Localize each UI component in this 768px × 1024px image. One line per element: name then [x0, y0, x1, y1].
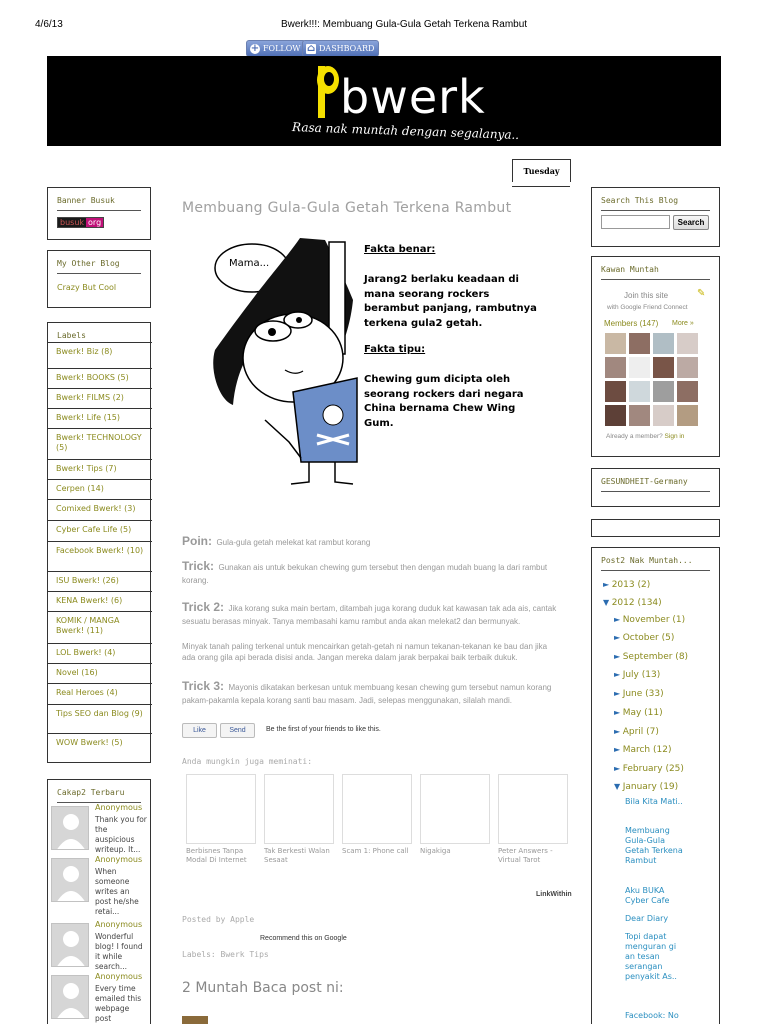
fact-line: mana seorang rockers	[364, 288, 490, 300]
archive-post-link[interactable]: Membuang Gula-Gula Getah Terkena Rambut	[625, 826, 683, 865]
archive-post-link[interactable]: Aku BUKA Cyber Cafe	[625, 886, 670, 905]
label-item[interactable]	[48, 683, 152, 702]
fact-line: seorang rockers dari negara	[364, 388, 524, 400]
archive-post-link[interactable]: Dear Diary	[625, 914, 669, 923]
avatar-placeholder-icon	[52, 859, 89, 902]
archive-month[interactable]	[614, 727, 659, 737]
related-caption: Peter Answers - Virtual Tarot	[498, 847, 553, 864]
member-avatar[interactable]	[677, 405, 698, 426]
triangle-right-icon: ►	[614, 615, 623, 624]
label-text: ISU Bwerk! (26)	[56, 576, 119, 585]
trick2-text2: Minyak tanah paling terkenal untuk mencairkan getah-getah ni namun tekanan-tekanan ke bau dan jika ada orang gila api berada disisi anda. Jangan mereka dalam jarak berpakai baik terbaik dukuk.	[182, 642, 548, 662]
archive-month[interactable]	[614, 764, 684, 774]
widget-title: Kawan Muntah	[601, 265, 710, 280]
poin-text: Gula-gula getah melekat kat rambut korang	[216, 538, 371, 547]
member-avatar[interactable]	[629, 381, 650, 402]
member-avatar[interactable]	[605, 333, 626, 354]
archive-year-label: 2012 (134)	[611, 598, 662, 608]
label-item[interactable]	[48, 611, 152, 640]
trick3-text: Mayonis dikatakan berkesan untuk membuang kesan chewing gum tersebut namun korang pakam-pakamla kepala korang santi bau masam. Jadi, selepas menggunakan, silalah mandi.	[182, 683, 552, 705]
posted-by: Posted by Apple	[182, 915, 255, 924]
empty-widget	[591, 519, 720, 537]
label-text: Bwerk! FILMS (2)	[56, 393, 124, 402]
join-site-text[interactable]: Join this site	[624, 291, 669, 300]
archive-month-label: February (25)	[622, 764, 684, 774]
label-text: LOL Bwerk! (4)	[56, 648, 116, 657]
triangle-down-icon: ▼	[614, 782, 623, 791]
trick3-heading: Trick 3:	[182, 679, 225, 693]
comment-snippet[interactable]: Thank you for the auspicious writeup. It...	[95, 815, 147, 854]
related-caption: Scam 1: Phone call	[342, 847, 409, 855]
avatar-placeholder-icon	[52, 924, 89, 967]
triangle-right-icon: ►	[614, 708, 623, 717]
trick1-paragraph	[182, 560, 562, 586]
more-members-link[interactable]: More »	[672, 320, 694, 327]
triangle-right-icon: ►	[603, 580, 612, 589]
tab-tuesday[interactable]: Tuesday	[512, 159, 571, 182]
related-post-card[interactable]	[264, 774, 336, 870]
widget-title: Banner Busuk	[57, 196, 141, 211]
related-post-card[interactable]	[186, 774, 258, 870]
member-avatar[interactable]	[605, 405, 626, 426]
gfc-text: with Google Friend Connect	[607, 304, 688, 311]
triangle-down-icon: ▼	[603, 598, 612, 607]
member-avatar[interactable]	[653, 357, 674, 378]
follow-label: FOLLOW	[263, 44, 301, 53]
archive-month[interactable]	[614, 689, 664, 699]
logo-text: bwerk	[340, 70, 486, 124]
archive-month[interactable]	[614, 670, 660, 680]
comment-author[interactable]: Anonymous	[95, 920, 143, 929]
archive-post-link[interactable]: Bila Kita Mati..	[625, 797, 683, 806]
print-date: 4/6/13	[35, 19, 63, 30]
comment-snippet[interactable]: When someone writes an post he/she retai...	[95, 867, 139, 916]
label-text: KOMIK / MANGA Bwerk! (11)	[56, 616, 120, 635]
archive-year-label: 2013 (2)	[611, 580, 651, 590]
related-caption: Tak Berkesti Walan Sesaat	[264, 847, 330, 864]
archive-month-label: October (5)	[622, 633, 675, 643]
related-thumbnail	[342, 774, 412, 844]
label-item[interactable]	[48, 368, 152, 387]
triangle-right-icon: ►	[614, 633, 623, 642]
already-member-text: Already a member? Sign in	[606, 433, 685, 440]
dashboard-button[interactable]	[302, 40, 379, 57]
member-avatar[interactable]	[605, 381, 626, 402]
members-count[interactable]: Members (147)	[604, 319, 659, 328]
label-text: Tips SEO dan Blog (9)	[56, 709, 143, 718]
linkwithin-link[interactable]: LinkWithin	[536, 891, 572, 898]
comment-author[interactable]: Anonymous	[95, 972, 143, 981]
member-avatar[interactable]	[653, 333, 674, 354]
archive-year[interactable]	[603, 580, 650, 590]
archive-month[interactable]	[614, 745, 671, 755]
archive-month-label: April (7)	[622, 727, 659, 737]
label-item[interactable]	[48, 408, 152, 427]
avatar	[51, 923, 89, 967]
label-item[interactable]	[48, 541, 152, 560]
triangle-right-icon: ►	[614, 727, 623, 736]
tab-underline	[512, 186, 570, 187]
label-text: Cerpen (14)	[56, 484, 104, 493]
trick2-heading: Trick 2:	[182, 600, 225, 614]
fact-line: Chewing gum dicipta oleh	[364, 374, 511, 385]
archive-post-link[interactable]: Topi dapat menguran gi an tesan serangan penyakit As..	[625, 932, 677, 981]
avatar-placeholder-icon	[52, 976, 89, 1019]
fact-line: terkena gula2 getah.	[364, 317, 483, 329]
fact-line: Jarang2 berlaku keadaan di	[364, 274, 519, 285]
send-button[interactable]	[220, 723, 255, 738]
comic-illustration	[205, 230, 365, 492]
widget-title: Cakap2 Terbaru	[57, 788, 141, 803]
trick1-text: Gunakan ais untuk bekukan chewing gum tersebut then dengan mudah buang la dari rambut korang.	[182, 563, 548, 585]
widget-title: Post2 Nak Muntah...	[601, 556, 710, 571]
busuk-badge[interactable]: busuk org	[57, 217, 104, 228]
member-avatar[interactable]	[677, 381, 698, 402]
archive-month-label: September (8)	[622, 652, 689, 662]
gesundheit-widget	[591, 468, 720, 507]
avatar	[51, 858, 89, 902]
fact-false-title: Fakta tipu:	[364, 344, 426, 355]
comment-author[interactable]: Anonymous	[95, 855, 143, 864]
label-item[interactable]	[48, 704, 152, 723]
trick1-heading: Trick:	[182, 559, 215, 573]
logo-mark	[316, 64, 342, 120]
label-item[interactable]	[48, 459, 152, 478]
label-item[interactable]	[48, 571, 152, 590]
label-item[interactable]	[48, 663, 152, 682]
triangle-right-icon: ►	[614, 689, 623, 698]
comments-heading: 2 Muntah Baca post ni:	[182, 980, 344, 996]
crazy-but-cool-link[interactable]: Crazy But Cool	[57, 283, 117, 292]
member-avatar[interactable]	[629, 357, 650, 378]
avatar	[51, 975, 89, 1019]
plus-icon: +	[250, 42, 260, 54]
comment-meta-line	[213, 1016, 433, 1024]
fact-false-text	[364, 373, 524, 431]
avatar-placeholder-icon	[52, 807, 89, 850]
label-item[interactable]	[48, 479, 152, 498]
triangle-right-icon: ►	[614, 745, 623, 754]
fact-line: China bernama Chew Wing	[364, 403, 516, 414]
comment-snippet[interactable]: Wonderful blog! I found it while search...	[95, 932, 143, 971]
archive-month[interactable]	[614, 708, 663, 718]
label-text: Bwerk! BOOKS (5)	[56, 373, 129, 382]
member-avatar[interactable]	[677, 357, 698, 378]
comment-snippet[interactable]: Every time emailed this webpage post	[95, 984, 142, 1023]
avatar	[51, 806, 89, 850]
fact-line: berambut panjang, rambutnya	[364, 303, 537, 314]
archive-month[interactable]	[614, 633, 674, 643]
label-item[interactable]	[48, 428, 152, 457]
trick3-paragraph	[182, 680, 562, 706]
comic-bubble-text: Mama...	[229, 258, 270, 269]
member-avatar[interactable]	[677, 333, 698, 354]
like-button[interactable]	[182, 723, 217, 738]
trick2-text: Jika korang suka main bertam, ditambah juga korang duduk kat kawasan tak ada ais, cantak sesuatu berasas minyak. Tanya membasahi kamu rambut anda akan melekat2 dan bermunyak.	[182, 604, 557, 626]
like-label: Like	[193, 727, 206, 734]
label-text: Cyber Cafe Life (5)	[56, 525, 132, 534]
commenter-avatar	[182, 1016, 208, 1024]
label-item[interactable]	[48, 388, 152, 407]
blog-tagline: Rasa nak muntah dengan segalanya..	[291, 120, 520, 142]
archive-month[interactable]	[614, 652, 688, 662]
widget-title: My Other Blog	[57, 259, 141, 274]
related-post-card[interactable]	[342, 774, 414, 870]
triangle-right-icon: ►	[614, 764, 623, 773]
post-title[interactable]: Membuang Gula-Gula Getah Terkena Rambut	[182, 200, 512, 216]
poin-paragraph	[182, 532, 560, 550]
label-text: KENA Bwerk! (6)	[56, 596, 123, 605]
label-text: Real Heroes (4)	[56, 688, 118, 697]
print-title: Bwerk!!!: Membuang Gula-Gula Getah Terkena Rambut	[281, 19, 528, 30]
related-post-card[interactable]	[420, 774, 492, 870]
post-labels: Labels: Bwerk Tips	[182, 950, 269, 959]
related-post-card[interactable]	[498, 774, 570, 870]
archive-month-label: March (12)	[622, 745, 672, 755]
widget-title: Search This Blog	[601, 196, 710, 211]
label-text: Bwerk! Life (15)	[56, 413, 121, 422]
label-text: Facebook Bwerk! (10)	[56, 546, 144, 555]
search-button[interactable]: Search	[673, 215, 709, 230]
label-item[interactable]	[48, 591, 152, 610]
like-note: Be the first of your friends to like this.	[266, 726, 381, 733]
widget-title: GESUNDHEIT-Germany	[601, 477, 710, 492]
label-item[interactable]	[48, 643, 152, 662]
label-text: Novel (16)	[56, 668, 98, 677]
related-thumbnail	[498, 774, 568, 844]
label-text: Bwerk! TECHNOLOGY (5)	[56, 433, 142, 452]
labels-widget	[47, 322, 151, 763]
related-thumbnail	[186, 774, 256, 844]
home-icon: ⌂	[306, 42, 316, 54]
related-thumbnail	[264, 774, 334, 844]
fact-true-text	[364, 273, 537, 331]
label-item[interactable]	[48, 342, 152, 361]
label-text: Bwerk! Tips (7)	[56, 464, 117, 473]
label-item[interactable]	[48, 733, 152, 752]
related-caption: Nigakiga	[420, 847, 451, 855]
recommend-google[interactable]: Recommend this on Google	[260, 935, 347, 942]
label-text: Comixed Bwerk! (3)	[56, 504, 136, 513]
follow-button[interactable]	[246, 40, 306, 57]
fact-true-title: Fakta benar:	[364, 244, 436, 255]
fact-line: Gum.	[364, 417, 394, 429]
member-avatar[interactable]	[629, 405, 650, 426]
archive-month[interactable]	[614, 782, 678, 792]
gfc-icon: ✎	[697, 288, 706, 299]
archive-post-link[interactable]: Facebook: No	[625, 1011, 679, 1020]
widget-title: Labels	[57, 331, 86, 340]
member-avatar[interactable]	[653, 381, 674, 402]
related-caption: Berbisnes Tanpa Modal Di Internet	[186, 847, 247, 864]
member-avatar[interactable]	[629, 333, 650, 354]
member-avatar[interactable]	[605, 357, 626, 378]
dashboard-label: DASHBOARD	[319, 44, 375, 53]
member-avatar[interactable]	[653, 405, 674, 426]
archive-month-label: July (13)	[622, 670, 661, 680]
archive-month-label: May (11)	[622, 708, 663, 718]
search-input[interactable]	[601, 215, 670, 229]
comment-author[interactable]: Anonymous	[95, 803, 143, 812]
related-heading: Anda mungkin juga meminati:	[182, 757, 313, 766]
label-text: Bwerk! Biz (8)	[56, 347, 113, 356]
triangle-right-icon: ►	[614, 670, 623, 679]
poin-heading: Poin:	[182, 534, 212, 548]
label-item[interactable]	[48, 520, 152, 539]
archive-month[interactable]	[614, 615, 685, 625]
banner-busuk-widget	[47, 187, 151, 240]
archive-year[interactable]	[603, 598, 662, 608]
sign-in-link[interactable]: Sign in	[664, 433, 685, 440]
triangle-right-icon: ►	[614, 652, 623, 661]
label-item[interactable]	[48, 499, 152, 518]
related-thumbnail	[420, 774, 490, 844]
archive-month-label: June (33)	[622, 689, 664, 699]
archive-month-label: January (19)	[622, 782, 679, 792]
archive-month-label: November (1)	[622, 615, 686, 625]
trick2-paragraph	[182, 601, 562, 627]
other-blog-widget	[47, 250, 151, 308]
send-label: Send	[229, 727, 246, 734]
label-text: WOW Bwerk! (5)	[56, 738, 123, 747]
